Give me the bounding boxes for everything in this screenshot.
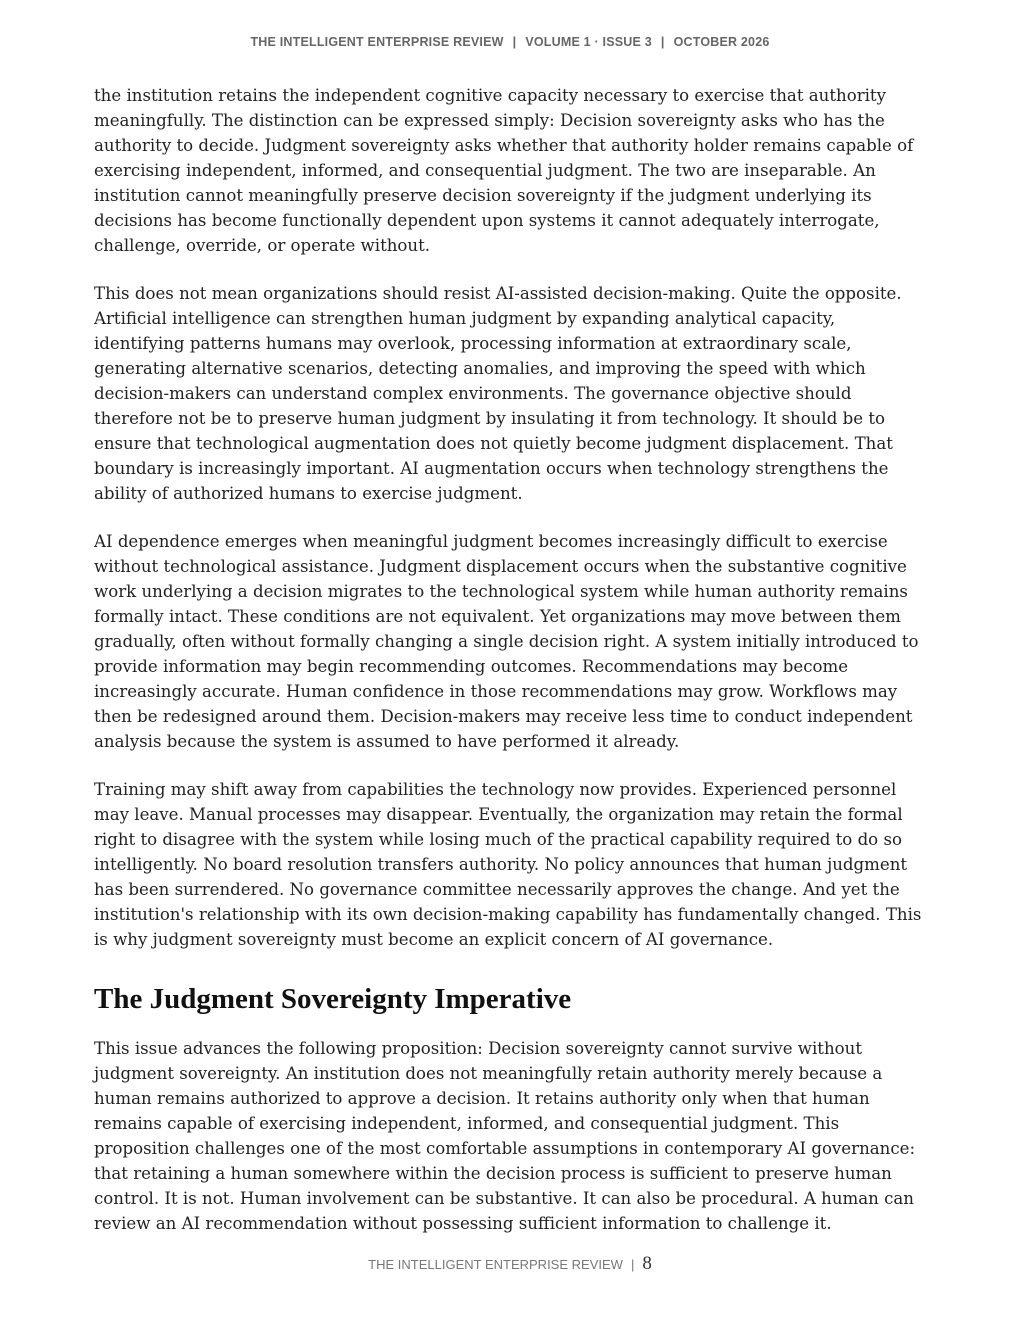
header-date: OCTOBER 2026 xyxy=(673,35,770,49)
body-paragraph: Training may shift away from capabilities the technology now provides. Experienced personnel may leave. Manual processes may disappear. Eventually, the organization may retain the formal right to disagree with the system while losing much of the practical capability required to do so intelligently. No board resolution transfers authority. No policy announces that human judgment has been surrendered. No governance committee necessarily approves the change. And yet the institution's relationship with its own decision-making capability has fundamentally changed. This is why judgment sovereignty must become an explicit concern of AI governance. xyxy=(94,780,922,949)
header-publication-name: THE INTELLIGENT ENTERPRISE REVIEW xyxy=(250,35,504,49)
header-separator: | xyxy=(512,35,517,49)
page-number: 8 xyxy=(642,1253,652,1274)
header-separator: | xyxy=(660,35,665,49)
body-paragraph: This does not mean organizations should resist AI-assisted decision-making. Quite the opposite. Artificial intelligence can strengthen human judgment by expanding analytical capacity, identifying patterns humans may overlook, processing information at extraordinary scale, generating alternative scenarios, detecting anomalies, and improving the speed with which decision-makers can understand complex environments. The governance objective should therefore not be to preserve human judgment by insulating it from technology. It should be to ensure that technological augmentation does not quietly become judgment displacement. That boundary is increasingly important. AI augmentation occurs when technology strengthens the ability of authorized humans to exercise judgment. xyxy=(94,284,902,503)
footer-separator: | xyxy=(630,1257,635,1272)
footer-publication-name: THE INTELLIGENT ENTERPRISE REVIEW xyxy=(368,1257,623,1272)
body-paragraph: the institution retains the independent cognitive capacity necessary to exercise that authority meaningfully. The distinction can be expressed simply: Decision sovereignty asks who has the authority to decide. Judgment sovereignty asks whether that authority holder remains capable of exercising independent, informed, and consequential judgment. The two are inseparable. An institution cannot meaningfully preserve decision sovereignty if the judgment underlying its decisions has become functionally dependent upon systems it cannot adequately interrogate, challenge, override, or operate without. xyxy=(94,86,914,255)
body-paragraph: This issue advances the following proposition: Decision sovereignty cannot survive without judgment sovereignty. An institution does not meaningfully retain authority merely because a human remains authorized to approve a decision. It retains authority only when that human remains capable of exercising independent, informed, and consequential judgment. This proposition challenges one of the most comfortable assumptions in contemporary AI governance: that retaining a human somewhere within the decision process is sufficient to preserve human control. It is not. Human involvement can be substantive. It can also be procedural. A human can review an AI recommendation without possessing sufficient information to challenge it. xyxy=(94,1039,916,1233)
header-issue: VOLUME 1 · ISSUE 3 xyxy=(525,35,652,49)
running-header xyxy=(0,35,1020,49)
article-body xyxy=(94,83,930,1259)
section-heading: The Judgment Sovereignty Imperative xyxy=(94,983,572,1015)
running-footer xyxy=(0,1253,1020,1275)
body-paragraph: AI dependence emerges when meaningful judgment becomes increasingly difficult to exercise without technological assistance. Judgment displacement occurs when the substantive cognitive work underlying a decision migrates to the technological system while human authority remains formally intact. These conditions are not equivalent. Yet organizations may move between them gradually, often without formally changing a single decision right. A system initially introduced to provide information may begin recommending outcomes. Recommendations may become increasingly accurate. Human confidence in those recommendations may grow. Workflows may then be redesigned around them. Decision-makers may receive less time to conduct independent analysis because the system is assumed to have performed it already. xyxy=(94,532,919,751)
